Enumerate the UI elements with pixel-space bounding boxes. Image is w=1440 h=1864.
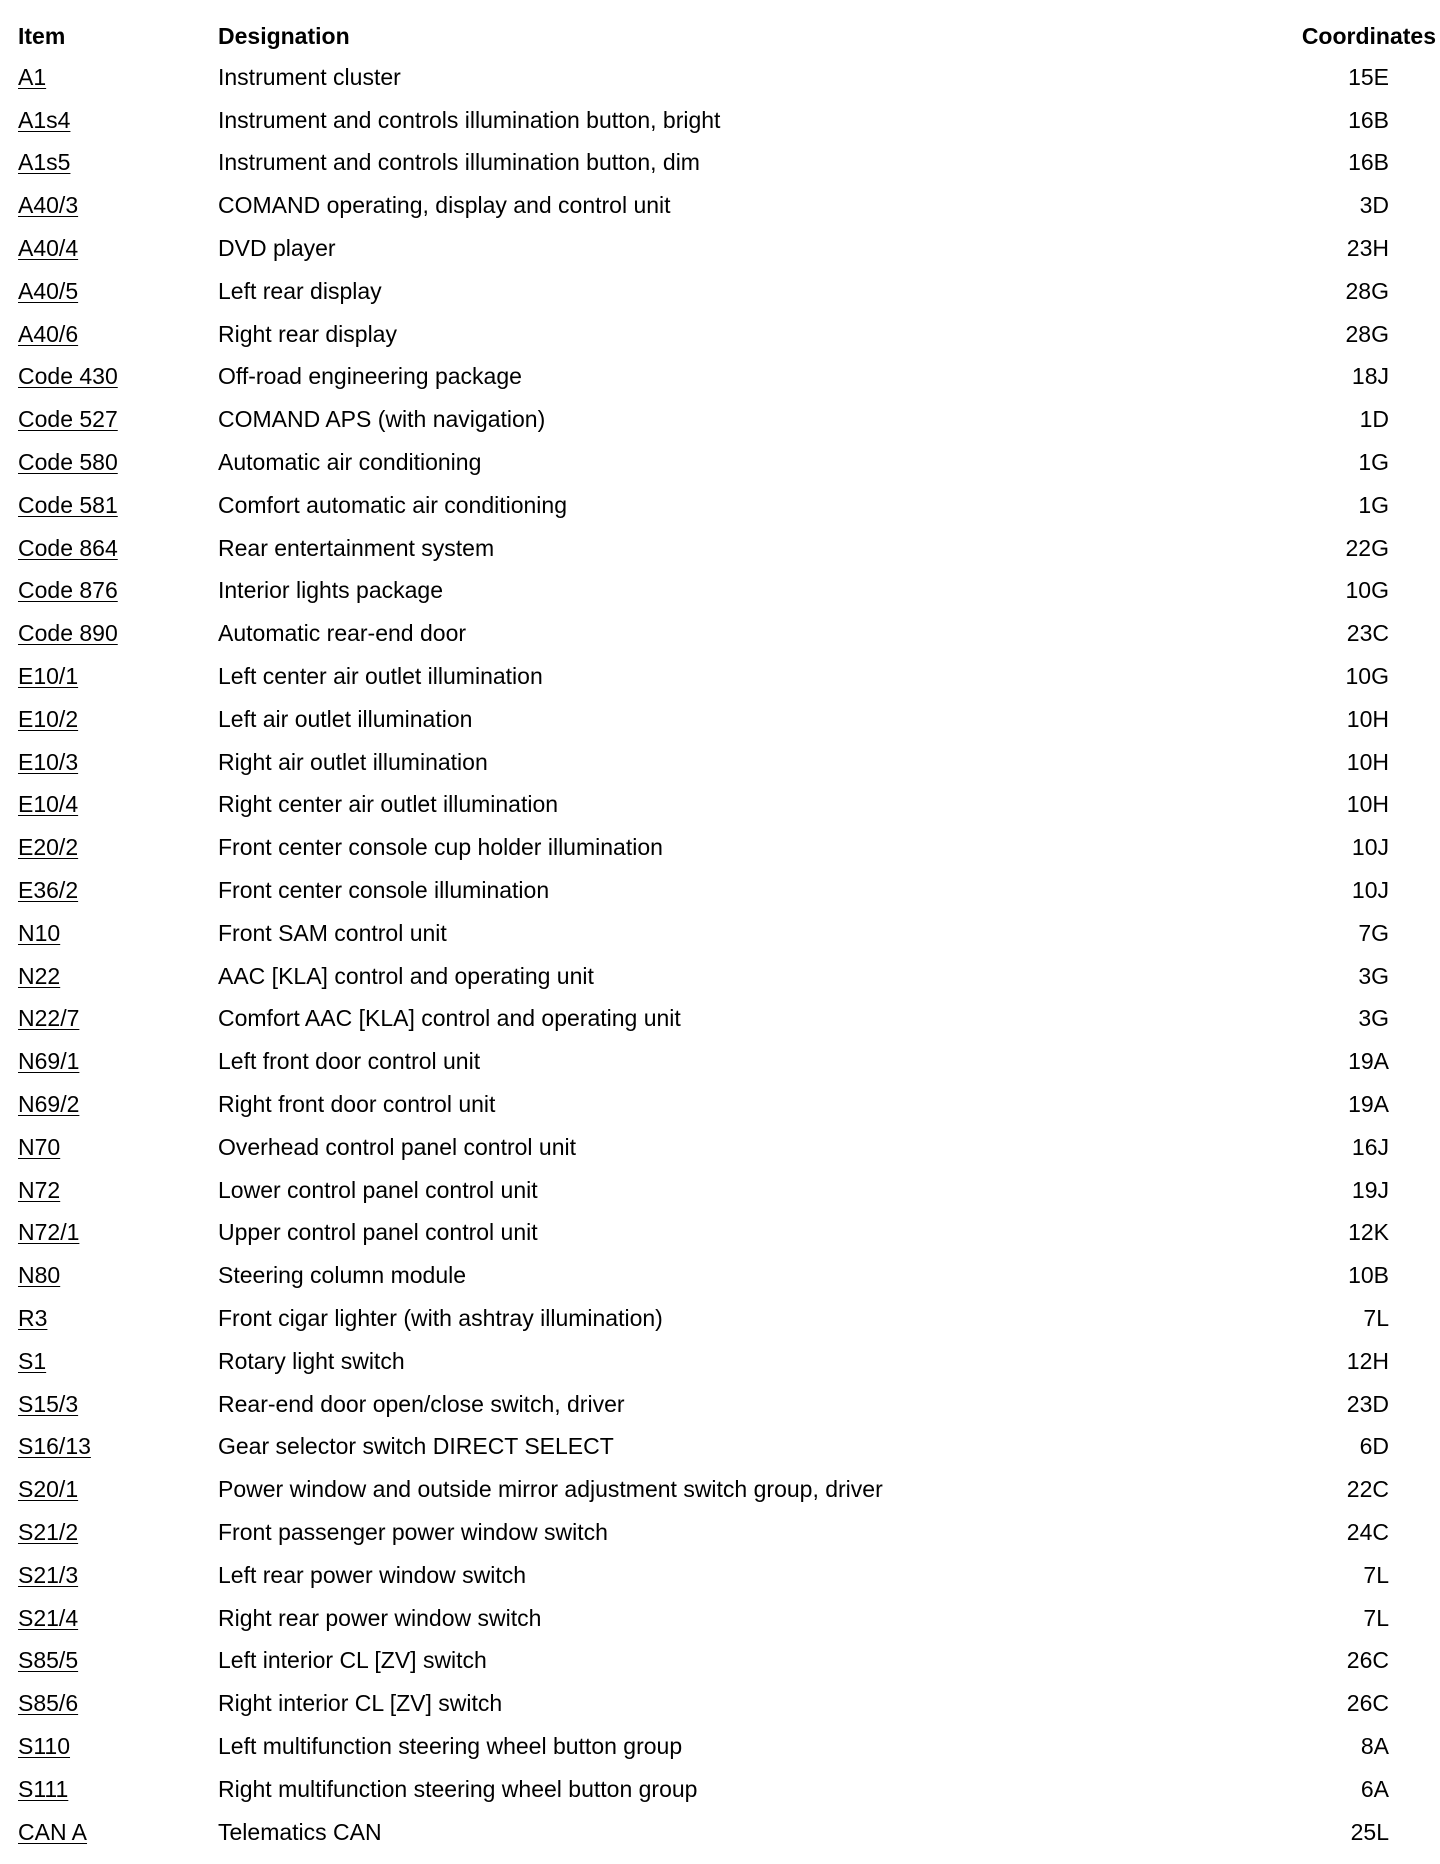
table-row xyxy=(18,698,1436,741)
coordinates-cell: 18J xyxy=(1351,363,1389,390)
coordinates-cell: 23C xyxy=(1346,620,1389,647)
item-cell xyxy=(18,1639,218,1682)
coordinates-cell: 8A xyxy=(1360,1732,1389,1759)
designation-column-header: Designation xyxy=(218,22,350,49)
table-row xyxy=(18,356,1436,399)
designation-cell: Left front door control unit xyxy=(218,1048,481,1075)
item-link[interactable]: N72/1 xyxy=(18,1219,80,1246)
designation-cell: Right rear display xyxy=(218,320,397,347)
designation-cell: Front center console cup holder illumination xyxy=(218,834,663,861)
item-link[interactable]: Code 430 xyxy=(18,363,118,390)
coordinates-cell: 10H xyxy=(1346,705,1389,732)
designation-cell: Left multifunction steering wheel button group xyxy=(218,1732,683,1759)
item-link[interactable]: S1 xyxy=(18,1347,47,1374)
coordinates-cell: 19J xyxy=(1351,1176,1389,1203)
item-link[interactable]: N22/7 xyxy=(18,1005,80,1032)
table-row xyxy=(18,1126,1436,1169)
table-row xyxy=(18,826,1436,869)
designation-cell: Front SAM control unit xyxy=(218,919,447,946)
coordinates-cell: 23D xyxy=(1346,1390,1389,1417)
coordinates-cell: 10G xyxy=(1345,663,1389,690)
item-cell xyxy=(18,998,218,1041)
item-cell xyxy=(18,227,218,270)
designation-cell: Front center console illumination xyxy=(218,877,550,904)
item-cell xyxy=(18,826,218,869)
designation-cell: Instrument cluster xyxy=(218,63,401,90)
item-cell xyxy=(18,527,218,570)
designation-cell: Interior lights package xyxy=(218,577,444,604)
item-cell xyxy=(18,698,218,741)
table-row xyxy=(18,1040,1436,1083)
designation-cell: Rear-end door open/close switch, driver xyxy=(218,1390,625,1417)
coordinates-cell: 28G xyxy=(1345,320,1389,347)
item-link[interactable]: CAN A xyxy=(18,1818,88,1845)
item-cell xyxy=(18,56,218,99)
table-row xyxy=(18,912,1436,955)
item-cell xyxy=(18,784,218,827)
table-row xyxy=(18,398,1436,441)
coordinates-cell: 10B xyxy=(1348,1262,1389,1289)
designation-cell: Left rear display xyxy=(218,277,382,304)
table-row xyxy=(18,227,1436,270)
table-row xyxy=(18,1811,1436,1854)
table-row xyxy=(18,570,1436,613)
item-cell xyxy=(18,142,218,185)
item-cell xyxy=(18,441,218,484)
item-column-header: Item xyxy=(18,22,66,49)
header-row xyxy=(18,16,1436,56)
table-row xyxy=(18,1725,1436,1768)
coordinates-cell: 26C xyxy=(1346,1647,1389,1674)
designation-cell: Front passenger power window switch xyxy=(218,1518,608,1545)
item-cell xyxy=(18,1682,218,1725)
item-link[interactable]: S20/1 xyxy=(18,1476,79,1503)
item-cell xyxy=(18,1297,218,1340)
coordinates-cell: 10H xyxy=(1346,748,1389,775)
item-cell xyxy=(18,398,218,441)
designation-cell: COMAND operating, display and control unit xyxy=(218,192,671,219)
designation-cell: Telematics CAN xyxy=(218,1818,382,1845)
coordinates-cell: 22G xyxy=(1345,534,1389,561)
coordinates-cell: 23H xyxy=(1346,235,1389,262)
coordinates-cell: 12K xyxy=(1348,1219,1389,1246)
item-link[interactable]: A40/5 xyxy=(18,277,79,304)
table-row xyxy=(18,655,1436,698)
table-row xyxy=(18,998,1436,1041)
table-row xyxy=(18,784,1436,827)
coordinates-cell: 26C xyxy=(1346,1690,1389,1717)
coordinates-cell: 19A xyxy=(1348,1091,1389,1118)
designation-cell: Right interior CL [ZV] switch xyxy=(218,1690,503,1717)
table-row xyxy=(18,1340,1436,1383)
item-cell xyxy=(18,1468,218,1511)
table-row xyxy=(18,1383,1436,1426)
designation-cell: Upper control panel control unit xyxy=(218,1219,538,1246)
item-link[interactable]: S21/3 xyxy=(18,1561,79,1588)
coordinates-cell: 28G xyxy=(1345,277,1389,304)
item-cell xyxy=(18,1383,218,1426)
item-cell xyxy=(18,869,218,912)
coordinates-cell: 6D xyxy=(1359,1433,1389,1460)
designation-cell: Comfort AAC [KLA] control and operating unit xyxy=(218,1005,681,1032)
table-row xyxy=(18,484,1436,527)
coordinates-cell: 10H xyxy=(1346,791,1389,818)
item-link[interactable]: Code 527 xyxy=(18,406,118,433)
item-link[interactable]: N69/1 xyxy=(18,1048,80,1075)
item-link[interactable]: S21/2 xyxy=(18,1518,79,1545)
item-link[interactable]: E10/3 xyxy=(18,748,79,775)
item-cell xyxy=(18,1768,218,1811)
item-link[interactable]: N10 xyxy=(18,919,61,946)
coordinates-cell: 1D xyxy=(1359,406,1389,433)
item-link[interactable]: N72 xyxy=(18,1176,61,1203)
coordinates-cell: 10J xyxy=(1351,834,1389,861)
coordinates-cell: 7L xyxy=(1363,1561,1389,1588)
legend-rows xyxy=(18,56,1436,1853)
designation-cell: Power window and outside mirror adjustment switch group, driver xyxy=(218,1476,883,1503)
table-row xyxy=(18,869,1436,912)
designation-cell: Rotary light switch xyxy=(218,1347,405,1374)
item-cell xyxy=(18,1040,218,1083)
item-cell xyxy=(18,1725,218,1768)
item-link[interactable]: R3 xyxy=(18,1305,48,1331)
designation-cell: COMAND APS (with navigation) xyxy=(218,406,546,433)
item-link[interactable]: N70 xyxy=(18,1133,61,1160)
item-link[interactable]: S110 xyxy=(18,1732,71,1759)
table-row xyxy=(18,1083,1436,1126)
designation-cell: Left air outlet illumination xyxy=(218,705,473,732)
coordinates-cell: 3D xyxy=(1359,192,1389,219)
designation-cell: Front cigar lighter (with ashtray illumination) xyxy=(218,1305,663,1331)
table-row xyxy=(18,56,1436,99)
item-cell xyxy=(18,484,218,527)
item-link[interactable]: Code 581 xyxy=(18,491,118,518)
table-row xyxy=(18,1426,1436,1469)
item-cell xyxy=(18,270,218,313)
item-link[interactable]: N80 xyxy=(18,1262,61,1289)
item-link[interactable]: A1 xyxy=(18,63,47,90)
table-row xyxy=(18,441,1436,484)
coordinates-cell: 1G xyxy=(1358,491,1389,518)
designation-cell: DVD player xyxy=(218,235,336,262)
designation-cell: Right multifunction steering wheel button group xyxy=(218,1775,698,1802)
table-row xyxy=(18,741,1436,784)
item-cell xyxy=(18,1126,218,1169)
item-link[interactable]: A1s5 xyxy=(18,149,71,176)
coordinates-cell: 3G xyxy=(1358,1005,1389,1032)
item-link[interactable]: S85/5 xyxy=(18,1647,79,1674)
coordinates-cell: 7G xyxy=(1358,919,1389,946)
item-link[interactable]: E20/2 xyxy=(18,834,79,861)
item-cell xyxy=(18,1083,218,1126)
item-link[interactable]: E10/2 xyxy=(18,705,79,732)
coordinates-cell: 25L xyxy=(1350,1818,1389,1845)
designation-cell: Automatic rear-end door xyxy=(218,620,467,647)
item-cell xyxy=(18,570,218,613)
table-row xyxy=(18,1597,1436,1640)
coordinates-cell: 24C xyxy=(1346,1518,1389,1545)
coordinates-cell: 3G xyxy=(1358,962,1389,989)
item-link[interactable]: S111 xyxy=(18,1775,69,1802)
item-cell xyxy=(18,1254,218,1297)
item-cell xyxy=(18,99,218,142)
item-cell xyxy=(18,356,218,399)
table-row xyxy=(18,184,1436,227)
item-link[interactable]: S21/4 xyxy=(18,1604,79,1631)
item-link[interactable]: E10/4 xyxy=(18,791,79,818)
item-link[interactable]: Code 876 xyxy=(18,577,118,604)
item-link[interactable]: A40/4 xyxy=(18,235,79,262)
table-row xyxy=(18,955,1436,998)
item-cell xyxy=(18,655,218,698)
item-cell xyxy=(18,1340,218,1383)
coordinates-cell: 10G xyxy=(1345,577,1389,604)
designation-cell: Overhead control panel control unit xyxy=(218,1133,576,1160)
item-cell xyxy=(18,313,218,356)
item-link[interactable]: E10/1 xyxy=(18,663,79,690)
designation-cell: Right center air outlet illumination xyxy=(218,791,559,818)
item-link[interactable]: Code 580 xyxy=(18,449,118,476)
item-cell xyxy=(18,912,218,955)
item-link[interactable]: E36/2 xyxy=(18,877,79,904)
coordinates-cell: 15E xyxy=(1348,63,1389,90)
table-row xyxy=(18,99,1436,142)
table-row xyxy=(18,313,1436,356)
designation-cell: Automatic air conditioning xyxy=(218,449,482,476)
table-row xyxy=(18,612,1436,655)
designation-cell: Rear entertainment system xyxy=(218,534,495,561)
coordinates-cell: 19A xyxy=(1348,1048,1389,1075)
coordinates-column-header: Coordinates xyxy=(1301,22,1436,49)
designation-cell: Right air outlet illumination xyxy=(218,748,488,775)
table-row xyxy=(18,1554,1436,1597)
item-link[interactable]: Code 864 xyxy=(18,534,118,561)
coordinates-cell: 16B xyxy=(1348,149,1389,176)
designation-cell: Gear selector switch DIRECT SELECT xyxy=(218,1433,614,1460)
table-row xyxy=(18,1639,1436,1682)
item-cell xyxy=(18,1169,218,1212)
designation-cell: Left interior CL [ZV] switch xyxy=(218,1647,487,1674)
item-cell xyxy=(18,1511,218,1554)
item-link[interactable]: A40/3 xyxy=(18,192,79,219)
item-link[interactable]: A1s4 xyxy=(18,106,71,133)
coordinates-cell: 16B xyxy=(1348,106,1389,133)
designation-cell: AAC [KLA] control and operating unit xyxy=(218,962,594,989)
table-row xyxy=(18,527,1436,570)
item-cell xyxy=(18,184,218,227)
coordinates-cell: 7L xyxy=(1363,1305,1389,1331)
item-cell xyxy=(18,612,218,655)
item-link[interactable]: A40/6 xyxy=(18,320,79,347)
component-legend-table xyxy=(18,16,1436,1853)
item-link[interactable]: S15/3 xyxy=(18,1390,79,1417)
coordinates-cell: 12H xyxy=(1346,1347,1389,1374)
table-row xyxy=(18,270,1436,313)
table-row xyxy=(18,142,1436,185)
table-row xyxy=(18,1169,1436,1212)
coordinates-cell: 7L xyxy=(1363,1604,1389,1631)
designation-cell: Comfort automatic air conditioning xyxy=(218,491,567,518)
coordinates-cell: 22C xyxy=(1346,1476,1389,1503)
designation-cell: Left rear power window switch xyxy=(218,1561,527,1588)
coordinates-cell: 6A xyxy=(1360,1775,1389,1802)
item-cell xyxy=(18,741,218,784)
item-link[interactable]: Code 890 xyxy=(18,620,118,647)
table-row xyxy=(18,1768,1436,1811)
item-cell xyxy=(18,1554,218,1597)
item-link[interactable]: S85/6 xyxy=(18,1690,79,1717)
item-cell xyxy=(18,955,218,998)
table-row xyxy=(18,1468,1436,1511)
item-link[interactable]: N69/2 xyxy=(18,1091,80,1118)
table-row xyxy=(18,1212,1436,1255)
coordinates-cell: 16J xyxy=(1351,1133,1389,1160)
designation-cell: Instrument and controls illumination button, bright xyxy=(218,106,721,133)
designation-cell: Lower control panel control unit xyxy=(218,1176,538,1203)
item-link[interactable]: N22 xyxy=(18,962,61,989)
designation-cell: Steering column module xyxy=(218,1262,467,1289)
coordinates-cell: 10J xyxy=(1351,877,1389,904)
table-row xyxy=(18,1254,1436,1297)
table-row xyxy=(18,1511,1436,1554)
designation-cell: Instrument and controls illumination button, dim xyxy=(218,149,700,176)
designation-cell: Right rear power window switch xyxy=(218,1604,542,1631)
item-cell xyxy=(18,1212,218,1255)
item-cell xyxy=(18,1426,218,1469)
designation-cell: Off-road engineering package xyxy=(218,363,522,390)
designation-cell: Right front door control unit xyxy=(218,1091,496,1118)
coordinates-cell: 1G xyxy=(1358,449,1389,476)
designation-cell: Left center air outlet illumination xyxy=(218,663,543,690)
item-cell xyxy=(18,1597,218,1640)
table-row xyxy=(18,1297,1436,1340)
item-link[interactable]: S16/13 xyxy=(18,1433,91,1460)
table-row xyxy=(18,1682,1436,1725)
item-cell xyxy=(18,1811,218,1854)
